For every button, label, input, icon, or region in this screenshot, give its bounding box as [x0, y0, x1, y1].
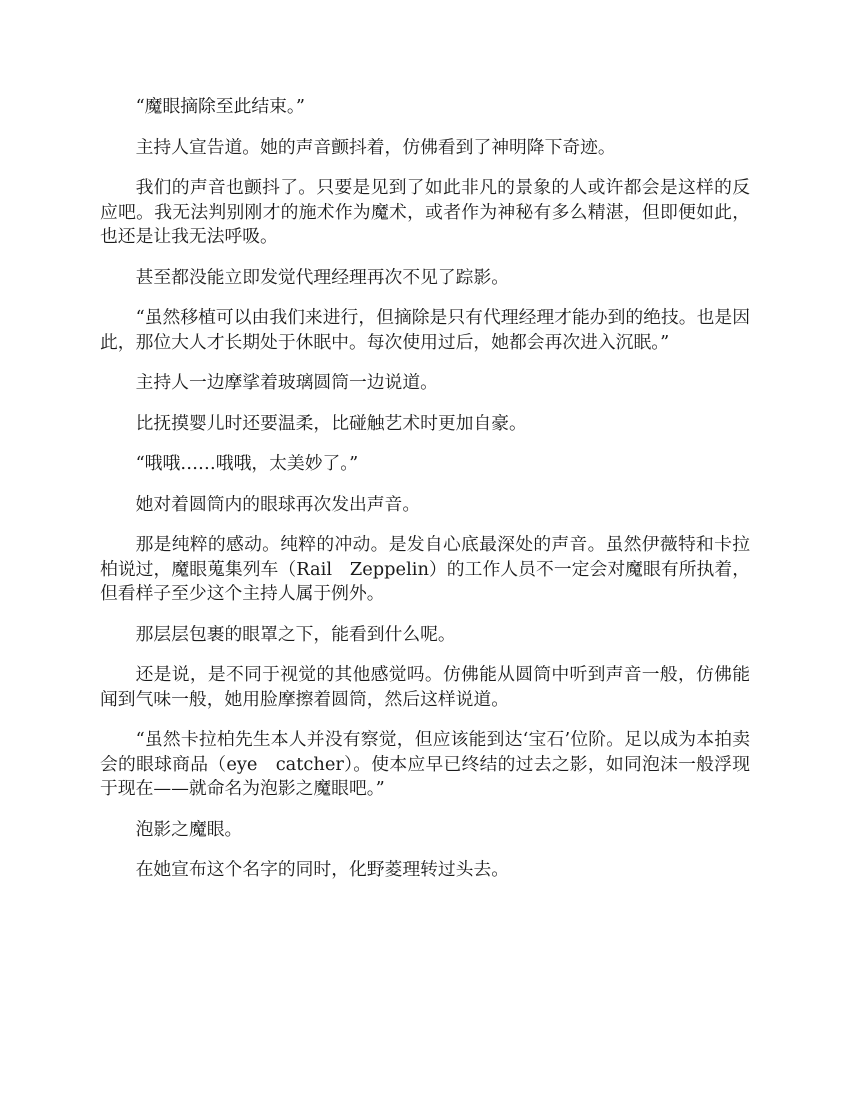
paragraph: 那是纯粹的感动。纯粹的冲动。是发自心底最深处的声音。虽然伊薇特和卡拉柏说过，魔眼蒐集列车（Rail Zeppelin）的工作人员不一定会对魔眼有所执着，但看样子至少这个主持人属于例外。: [100, 534, 750, 604]
document-page: [100, 95, 750, 899]
paragraph: 主持人一边摩挲着玻璃圆筒一边说道。: [135, 372, 438, 393]
paragraph: 还是说，是不同于视觉的其他感觉吗。仿佛能从圆筒中听到声音一般，仿佛能闻到气味一般，她用脸摩擦着圆筒，然后这样说道。: [100, 664, 750, 710]
paragraph: 在她宣布这个名字的同时，化野菱理转过头去。: [135, 859, 510, 880]
paragraph: 比抚摸婴儿时还要温柔，比碰触艺术时更加自豪。: [135, 412, 527, 434]
paragraph: 主持人宣告道。她的声音颤抖着，仿佛看到了神明降下奇迹。: [135, 136, 616, 158]
paragraph: “虽然移植可以由我们来进行，但摘除是只有代理经理才能办到的绝技。也是因此，那位大人才长期处于休眠中。每次使用过后，她都会再次进入沉眠。”: [100, 307, 750, 353]
paragraph: 我们的声音也颤抖了。只要是见到了如此非凡的景象的人或许都会是这样的反应吧。我无法判别刚才的施术作为魔术，或者作为神秘有多么精湛，但即便如此，也还是让我无法呼吸。: [100, 177, 750, 247]
paragraph: “魔眼摘除至此结束。”: [135, 96, 305, 117]
paragraph: 甚至都没能立即发觉代理经理再次不见了踪影。: [135, 266, 510, 288]
paragraph: “哦哦……哦哦，太美妙了。”: [135, 453, 359, 474]
paragraph: 那层层包裹的眼罩之下，能看到什么呢。: [135, 623, 456, 645]
paragraph: 她对着圆筒内的眼球再次发出声音。: [135, 493, 421, 515]
paragraph: 泡影之魔眼。: [135, 818, 243, 840]
paragraph: “虽然卡拉柏先生本人并没有察觉，但应该能到达‘宝石’位阶。足以成为本拍卖会的眼球商品（eye catcher）。使本应早已终结的过去之影，如同泡沫一般浮现于现在——就命名为泡影之魔眼吧。”: [100, 729, 750, 799]
